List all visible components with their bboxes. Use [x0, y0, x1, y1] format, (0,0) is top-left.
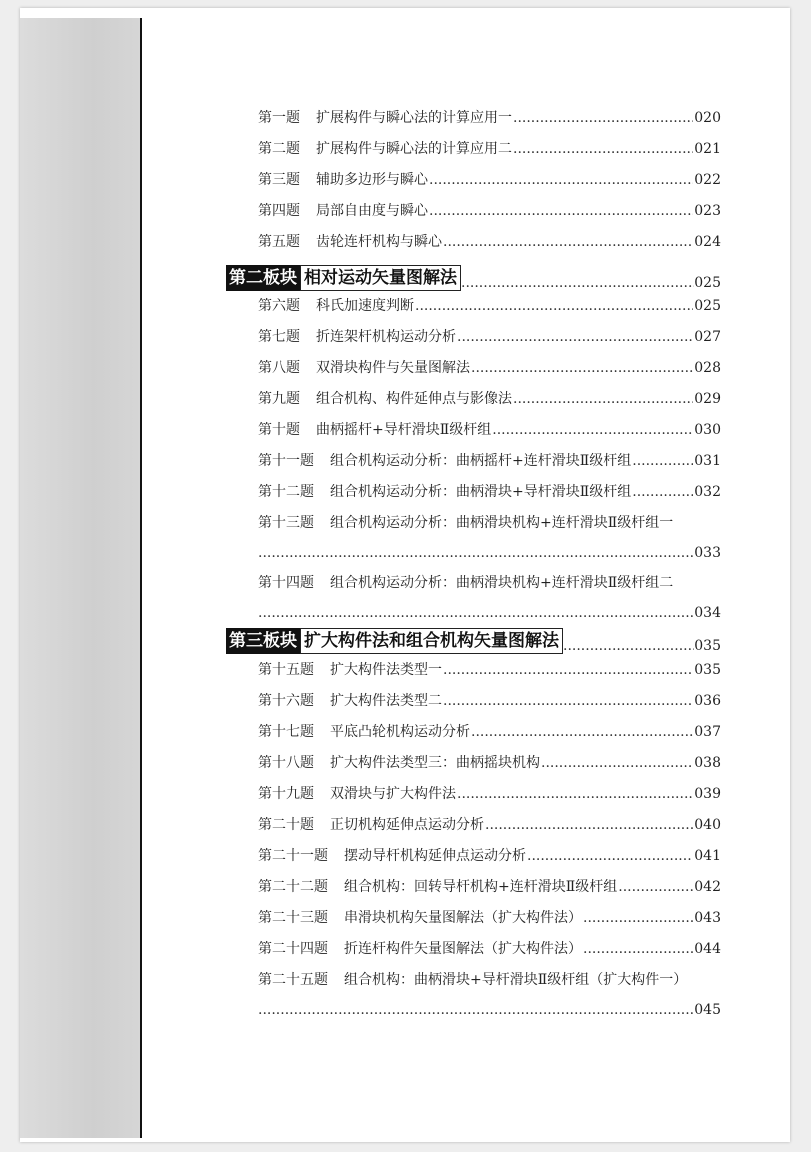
section-tag: 第三板块 [226, 628, 300, 654]
entry-label [258, 201, 428, 221]
entry-title: 曲柄摇杆+导杆滑块Ⅱ级杆组 [316, 422, 492, 438]
entry-label [258, 358, 470, 378]
section-tag: 第二板块 [226, 265, 300, 291]
page-number: 025 [694, 298, 721, 314]
leader-dots [461, 274, 694, 292]
toc-entry[interactable] [258, 935, 721, 959]
page-number: 020 [694, 110, 721, 126]
entry-title: 折连杆构件矢量图解法（扩大构件法） [344, 941, 582, 957]
entry-label [258, 691, 442, 711]
page-number: 033 [694, 545, 721, 561]
toc-entry[interactable] [258, 811, 721, 835]
leader-dots [443, 691, 693, 711]
entry-label [258, 722, 470, 742]
entry-label [258, 939, 582, 959]
entry-title: 串滑块机构矢量图解法（扩大构件法） [344, 910, 582, 926]
entry-title: 组合机构运动分析：曲柄滑块机构+连杆滑块Ⅱ级杆组一 [330, 515, 674, 531]
leader-dots [492, 420, 693, 440]
leader-dots [632, 482, 693, 502]
leader-dots [429, 170, 693, 190]
toc-entry[interactable] [258, 135, 721, 159]
page-number: 027 [694, 329, 721, 345]
toc-entry[interactable] [258, 718, 721, 742]
entry-title: 组合机构运动分析：曲柄摇杆+连杆滑块Ⅱ级杆组 [330, 453, 632, 469]
toc-entry[interactable] [258, 873, 721, 897]
page-number: 029 [694, 391, 721, 407]
entry-number: 第二十一题 [258, 848, 328, 864]
entry-number: 第二十五题 [258, 972, 328, 988]
leader-dots [415, 296, 693, 316]
entry-label [258, 170, 428, 190]
leader-dots [527, 846, 693, 866]
entry-title: 双滑块与扩大构件法 [330, 786, 456, 802]
toc-entry[interactable] [258, 166, 721, 190]
page-number: 035 [694, 638, 721, 654]
entry-title: 局部自由度与瞬心 [316, 203, 428, 219]
toc-entry[interactable] [258, 687, 721, 711]
toc-entry-continuation[interactable] [258, 996, 721, 1020]
toc-entry[interactable] [258, 509, 721, 533]
leader-dots [471, 358, 693, 378]
entry-number: 第七题 [258, 329, 300, 345]
toc-entry[interactable] [258, 197, 721, 221]
page-number: 024 [694, 234, 721, 250]
page-number: 037 [694, 724, 721, 740]
entry-title: 扩大构件法类型三：曲柄摇块机构 [330, 755, 540, 771]
leader-dots [258, 1000, 694, 1020]
leader-dots [471, 722, 693, 742]
section-title: 扩大构件法和组合机构矢量图解法 [300, 628, 563, 654]
entry-title: 扩展构件与瞬心法的计算应用一 [316, 110, 512, 126]
leader-dots [563, 637, 694, 655]
entry-label [258, 908, 582, 928]
entry-title: 组合机构运动分析：曲柄滑块机构+连杆滑块Ⅱ级杆组二 [330, 575, 674, 591]
toc-entry[interactable] [258, 104, 721, 128]
entry-title: 扩大构件法类型一 [330, 662, 442, 678]
page-number: 028 [694, 360, 721, 376]
toc-entry[interactable] [258, 228, 721, 252]
entry-label [258, 877, 617, 897]
entry-number: 第二十三题 [258, 910, 328, 926]
leader-dots [541, 753, 693, 773]
entry-label [258, 846, 526, 866]
entry-number: 第四题 [258, 203, 300, 219]
toc-entry[interactable] [258, 966, 721, 990]
entry-number: 第九题 [258, 391, 300, 407]
leader-dots [583, 908, 693, 928]
leader-dots [632, 451, 693, 471]
entry-title: 双滑块构件与矢量图解法 [316, 360, 470, 376]
section-heading[interactable] [226, 627, 721, 655]
entry-number: 第十五题 [258, 662, 314, 678]
leader-dots [513, 139, 693, 159]
entry-label [258, 815, 484, 835]
toc-entry[interactable] [258, 416, 721, 440]
toc-entry-continuation[interactable] [258, 539, 721, 563]
entry-title: 正切机构延伸点运动分析 [330, 817, 484, 833]
entry-number: 第五题 [258, 234, 300, 250]
entry-number: 第二十题 [258, 817, 314, 833]
entry-title: 组合机构、构件延伸点与影像法 [316, 391, 512, 407]
entry-title: 辅助多边形与瞬心 [316, 172, 428, 188]
entry-number: 第二十二题 [258, 879, 328, 895]
toc-entry-continuation[interactable] [258, 599, 721, 623]
entry-number: 第三题 [258, 172, 300, 188]
entry-label [258, 108, 512, 128]
page-number: 035 [694, 662, 721, 678]
entry-label [258, 327, 456, 347]
entry-title: 组合机构：回转导杆机构+连杆滑块Ⅱ级杆组 [344, 879, 618, 895]
entry-number: 第十六题 [258, 693, 314, 709]
page-number: 031 [694, 453, 721, 469]
entry-number: 第十四题 [258, 575, 314, 591]
toc-entry[interactable] [258, 354, 721, 378]
toc-entry[interactable] [258, 447, 721, 471]
entry-number: 第十八题 [258, 755, 314, 771]
page-number: 023 [694, 203, 721, 219]
page-number: 032 [694, 484, 721, 500]
leader-dots [457, 327, 693, 347]
entry-label [258, 482, 631, 502]
entry-label [258, 451, 631, 471]
entry-label [258, 753, 540, 773]
entry-number: 第十九题 [258, 786, 314, 802]
leader-dots [583, 939, 693, 959]
page-number: 030 [694, 422, 721, 438]
entry-title: 齿轮连杆机构与瞬心 [316, 234, 442, 250]
entry-title: 组合机构：曲柄滑块+导杆滑块Ⅱ级杆组（扩大构件一） [344, 972, 688, 988]
leader-dots [443, 232, 693, 252]
entry-number: 第十二题 [258, 484, 314, 500]
entry-number: 第八题 [258, 360, 300, 376]
toc-entry[interactable] [258, 385, 721, 409]
page-number: 044 [694, 941, 721, 957]
entry-label [258, 970, 687, 990]
page-number: 034 [694, 605, 721, 621]
entry-label [258, 573, 673, 593]
section-heading[interactable] [226, 264, 721, 292]
page-number: 021 [694, 141, 721, 157]
entry-label [258, 296, 414, 316]
toc-entry[interactable] [258, 780, 721, 804]
toc-entry[interactable] [258, 323, 721, 347]
entry-label [258, 420, 491, 440]
section-title: 相对运动矢量图解法 [300, 265, 461, 291]
entry-title: 平底凸轮机构运动分析 [330, 724, 470, 740]
entry-title: 科氏加速度判断 [316, 298, 414, 314]
entry-number: 第十三题 [258, 515, 314, 531]
entry-label [258, 389, 512, 409]
entry-label [258, 513, 673, 533]
entry-number: 第十七题 [258, 724, 314, 740]
entry-title: 组合机构运动分析：曲柄滑块+导杆滑块Ⅱ级杆组 [330, 484, 632, 500]
toc-entry[interactable] [258, 656, 721, 680]
entry-number: 第十题 [258, 422, 300, 438]
entry-title: 扩大构件法类型二 [330, 693, 442, 709]
page-number: 022 [694, 172, 721, 188]
entry-number: 第十一题 [258, 453, 314, 469]
entry-title: 摆动导杆机构延伸点运动分析 [344, 848, 526, 864]
leader-dots [457, 784, 693, 804]
toc-entry[interactable] [258, 842, 721, 866]
entry-label [258, 784, 456, 804]
page-number: 041 [694, 848, 721, 864]
entry-label [258, 139, 512, 159]
page-number: 039 [694, 786, 721, 802]
entry-number: 第二题 [258, 141, 300, 157]
leader-dots [513, 108, 693, 128]
entry-label [258, 232, 442, 252]
entry-label [258, 660, 442, 680]
leader-dots [513, 389, 693, 409]
page-number: 042 [694, 879, 721, 895]
entry-number: 第一题 [258, 110, 300, 126]
entry-number: 第六题 [258, 298, 300, 314]
toc-entry[interactable] [258, 478, 721, 502]
toc-entry[interactable] [258, 904, 721, 928]
leader-dots [485, 815, 693, 835]
page-number: 038 [694, 755, 721, 771]
page-number: 025 [694, 275, 721, 291]
page-number: 036 [694, 693, 721, 709]
leader-dots [618, 877, 693, 897]
page-number: 043 [694, 910, 721, 926]
entry-number: 第二十四题 [258, 941, 328, 957]
page-number: 040 [694, 817, 721, 833]
toc-entry[interactable] [258, 292, 721, 316]
toc-entry[interactable] [258, 749, 721, 773]
leader-dots [429, 201, 693, 221]
leader-dots [258, 543, 694, 563]
leader-dots [258, 603, 694, 623]
page-number: 045 [694, 1002, 721, 1018]
leader-dots [443, 660, 693, 680]
toc-entry[interactable] [258, 569, 721, 593]
entry-title: 折连架杆机构运动分析 [316, 329, 456, 345]
entry-title: 扩展构件与瞬心法的计算应用二 [316, 141, 512, 157]
